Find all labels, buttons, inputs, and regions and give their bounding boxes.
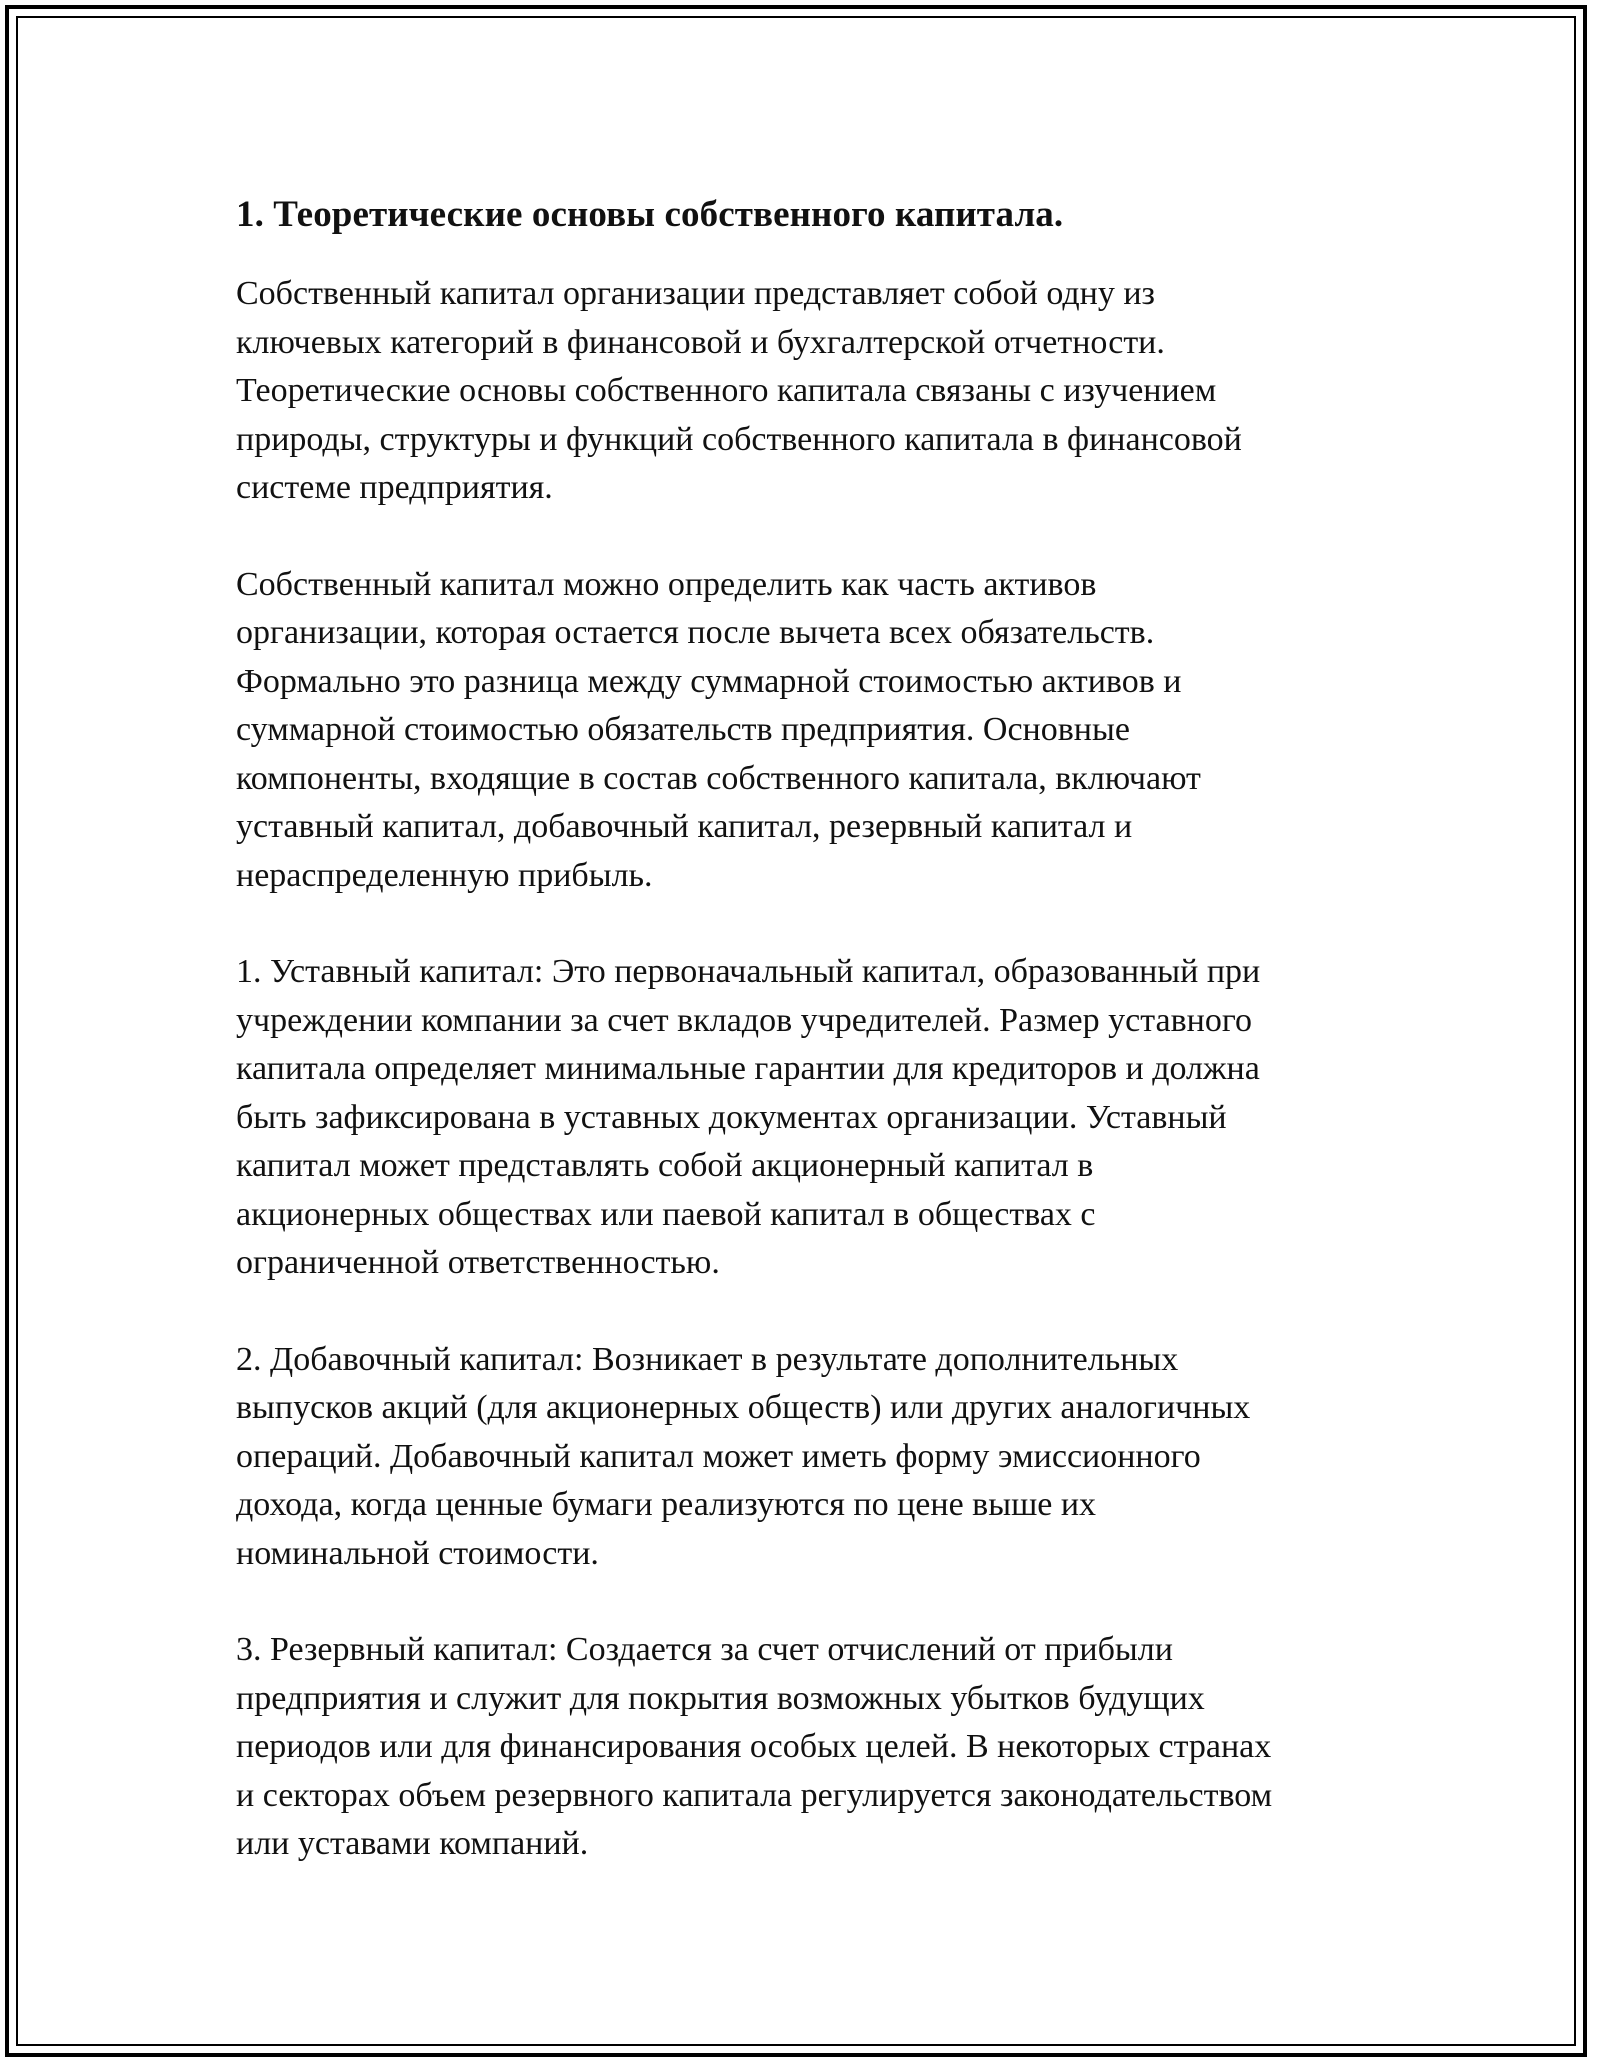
paragraph-authorized-capital: 1. Уставный капитал: Это первоначальный капитал, образованный при учреждении компании за счет вкладов учредителей. Размер уставного капитала определяет минимальные гарантии для кредиторов и должна быть зафиксирована в уставных документах организации. Уставный капитал может представлять собой акционерный капитал в акционерных обществах или паевой капитал в обществах с ограниченной ответственностью. [236,953,1261,1281]
section-heading: 1. Теоретические основы собственного капитала. [236,194,1064,235]
document-body [236,188,1376,1917]
paragraph-additional-capital: 2. Добавочный капитал: Возникает в результате дополнительных выпусков акций (для акционерных обществ) или других аналогичных операций. Добавочный капитал может иметь форму эмиссионного дохода, когда ценные бумаги реализуются по цене выше их номинальной стоимости. [236,1340,1251,1572]
paragraph-equity-definition: Собственный капитал можно определить как часть активов организации, которая остается после вычета всех обязательств. Формально это разница между суммарной стоимостью активов и суммарной стоимостью обязательств предприятия. Основные компоненты, входящие в состав собственного капитала, включают уставный капитал, добавочный капитал, резервный капитал и нераспределенную прибыль. [236,565,1201,894]
paragraph-equity-overview: Собственный капитал организации представляет собой одну из ключевых категорий в финансовой и бухгалтерской отчетности. Теоретические основы собственного капитала связаны с изучением природы, структуры и функций собственного капитала в финансовой системе предприятия. [236,275,1242,506]
paragraph-reserve-capital: 3. Резервный капитал: Создается за счет отчислений от прибыли предприятия и служит для покрытия возможных убытков будущих периодов или для финансирования особых целей. В некоторых странах и секторах объем резервного капитала регулируется законодательством или уставами компаний. [236,1631,1273,1862]
